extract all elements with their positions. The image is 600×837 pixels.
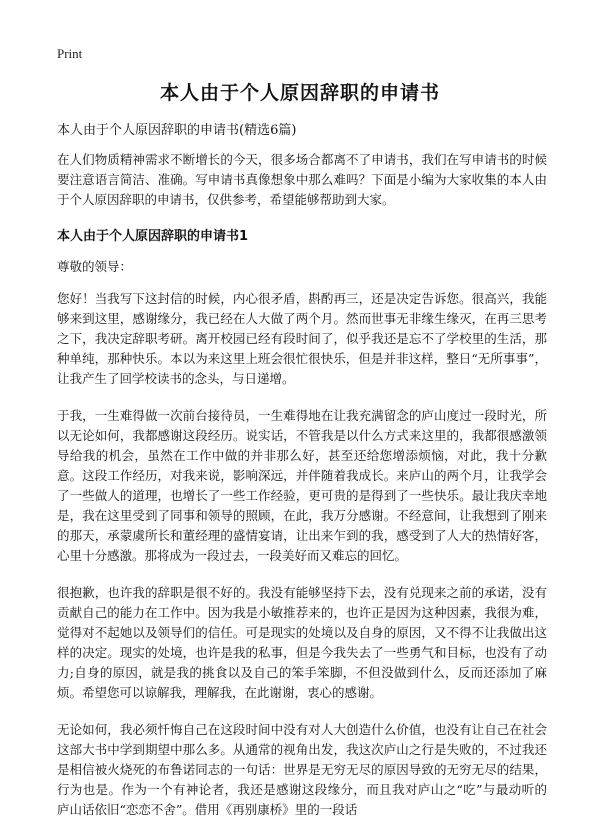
body-paragraph-2: 于我，一生难得做一次前台接待员，一生难得地在让我充满留念的庐山度过一段时光，所以无论如何，我都感谢这段经历。说实话，不管我是以什么方式来这里的，我都很感激领导给我的机会，虽然在工作中做的并非那么好，甚至还给您增添烦恼，对此，我十分歉意。这段工作经历，对我来说，影响深远，并伴随着我成长。来庐山的两个月，让我学会了一些做人的道理，也增长了一些工作经验，更可贵的是得到了一些快乐。最让我庆幸地是，我在这里受到了同事和领导的照顾，在此，我万分感谢。不经意间，让我想到了刚来的那天，承蒙虞所长和董经理的盛情宴请，让出来乍到的我，感受到了人大的热情好客，心里十分感激。那将成为一段过去，一段美好而又难忘的回忆。	[57, 408, 547, 563]
print-link[interactable]: Print	[57, 46, 83, 61]
document-title: 本人由于个人原因辞职的申请书	[159, 82, 440, 104]
body-paragraph-3: 很抱歉，也许我的辞职是很不好的。我没有能够坚持下去，没有兑现来之前的承诺，没有贡献自己的能力在工作中。因为我是小敏推荐来的，也许正是因为这种因素，我很为难，觉得对不起她以及领导们的信任。可是现实的处境以及自身的原因，又不得不让我做出这样的决定。现实的处境，也许是我的私事，但是今我失去了一些勇气和目标，也没有了动力;自身的原因，就是我的挑食以及自己的笨手笨脚，不但没做到什么，反而还添加了麻烦。希望您可以谅解我，理解我，在此谢谢，衷心的感谢。	[57, 585, 547, 700]
intro-paragraph: 在人们物质精神需求不断增长的今天，很多场合都离不了申请书，我们在写申请书的时候要注意语言简洁、准确。写申请书真像想象中那么难吗？下面是小编为大家收集的本人由于个人原因辞职的申请书，仅供参考，希望能够帮助到大家。	[57, 152, 547, 207]
body-paragraph-4: 无论如何，我必须忏悔自己在这段时间中没有对人大创造什么价值，也没有让自己在社会这部大书中学到期望中那么多。从通常的视角出发，我这次庐山之行是失败的，不过我还是相信被火烧死的布鲁诺同志的一句话：世界是无穷无尽的原因导致的无穷无尽的结果，行为也是。作为一个有神论者，我还是感谢这段缘分，而且我对庐山之“吃”与最动听的 庐山话依旧“恋恋不舍”。借用《再别康桥》里的一段话	[57, 722, 547, 817]
document-body	[57, 150, 547, 837]
greeting: 尊敬的领导：	[57, 259, 133, 274]
section-heading: 本人由于个人原因辞职的申请书1	[57, 229, 249, 244]
body-paragraph-1: 您好！当我写下这封信的时候，内心很矛盾，斟酌再三，还是决定告诉您。很高兴，我能够来到这里，感谢缘分，我已经在人大做了两个月。然而世事无非缘生缘灭，在再三思考之下，我决定辞职考研。离开校园已经有段时间了，似乎我还是忘不了学校里的生活，那种单纯，那种快乐。本以为来这里上班会很忙很快乐，但是并非这样，整日“无所事事”，让我产生了回学校读书的念头，与日递增。	[57, 291, 547, 386]
document-subtitle: 本人由于个人原因辞职的申请书(精选6篇)	[57, 123, 297, 138]
